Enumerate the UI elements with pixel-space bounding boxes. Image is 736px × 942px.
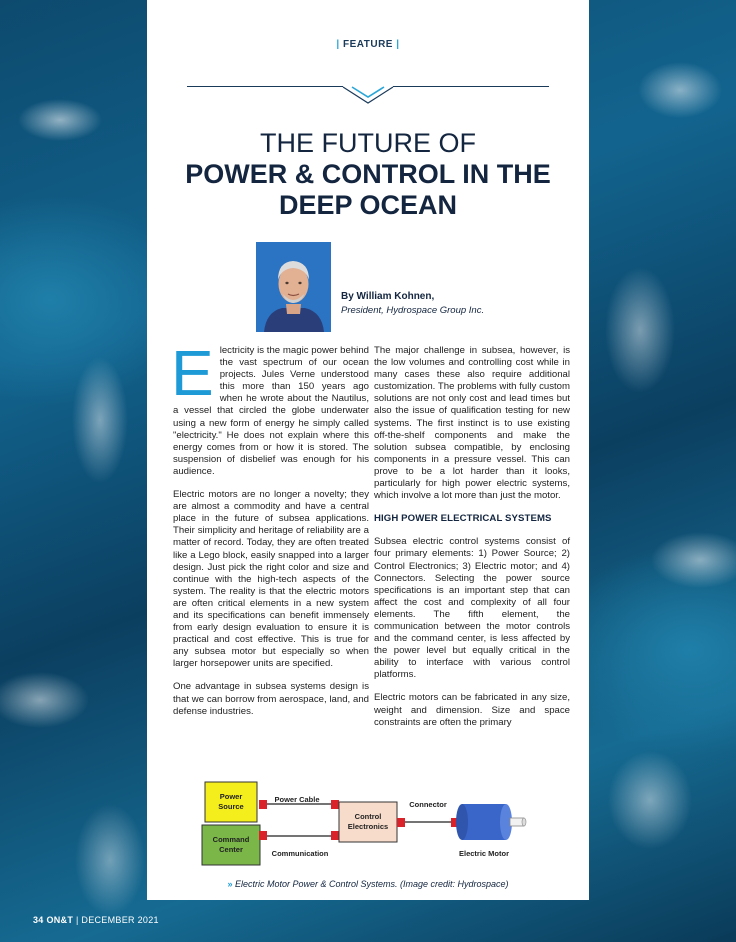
communication-label: Communication (271, 849, 329, 858)
divider-left (187, 86, 343, 87)
page-number: 34 (33, 915, 44, 925)
electric-motor-icon (456, 804, 526, 840)
caption-text: Electric Motor Power & Control Systems. (Image credit: Hydrospace) (234, 879, 509, 889)
issue-date: DECEMBER 2021 (81, 915, 159, 925)
paragraph (171, 337, 369, 478)
control-electronics-label-1: Control (354, 812, 382, 821)
section-tag (147, 39, 589, 50)
plug-icon (397, 818, 405, 827)
section-heading: HIGH POWER ELECTRICAL SYSTEMS (374, 513, 552, 525)
magazine-brand: ON&T (46, 915, 74, 925)
paragraph: The major challenge in subsea, however, is the low volumes and controlling cost while in many cases these also require additional customization. The problems with fully custom solutions are not only cost and lead times but also the issue of qualification testing for new systems. The first instinct is to use existing off-the-shelf components and make the solution subsea compatible, by enclosing components in a pressure vessel. This can prove to be a lot harder than it looks, particularly for high power electric systems, which involve a lot more than just the motor. (374, 345, 570, 502)
paragraph-text: lectricity is the magic power behind the vast spectrum of our ocean projects. Jules Verne understood this more than 150 years ago when he wrote about the Nautilus, a vessel that circled the globe underwater using a new form of energy he simply called "electricity." He does not explain where this energy comes from or how it is stored. The suspension of disbelief was enough for his audience. (173, 345, 369, 477)
body-column-2 (374, 345, 570, 765)
plug-icon (259, 831, 267, 840)
command-center-label-1: Command (212, 835, 250, 844)
power-source-label-1: Power (219, 792, 243, 801)
author-role: President, Hydrospace Group Inc. (341, 305, 485, 316)
page-footer (33, 915, 159, 925)
paragraph: Electric motors are no longer a novelty; they are almost a commodity and have a central place in the future of subsea applications. Their simplicity and heritage of reliability are a matter of record. Today, they are often treated like a Lego block, easily snapped into a larger design. Just pick the right color and size and continue with the high-tech aspects of the system. The reality is that the electric motors are often critical elements in a new system and its specifications can benefit immensely from early design evaluation to ensure it is practical and cost effective. This is true for any subsea motor but especially so when larger horsepower units are specified. (173, 489, 369, 670)
author-name: By William Kohnen, (341, 291, 435, 302)
author-byline (341, 291, 484, 316)
plug-icon (331, 800, 339, 809)
section-label: FEATURE (343, 39, 393, 50)
figure-caption (0, 879, 736, 889)
paragraph: One advantage in subsea systems design is that we can borrow from aerospace, land, and defense industries. (173, 681, 369, 717)
body-column-1 (171, 337, 369, 765)
power-cable-label: Power Cable (274, 795, 320, 804)
connector-label: Connector (409, 800, 447, 809)
plug-icon (259, 800, 267, 809)
dropcap: E (171, 337, 214, 409)
power-source-label-2: Source (218, 802, 244, 811)
paragraph: Subsea electric control systems consist of four primary elements: 1) Power Source; 2) Control Electronics; 3) Electric motor; and 4) Connectors. Selecting the power source specifications is an important step that can affect the cost and complexity of all four elements. The fifth element, the communication between the motor controls and the command center, is less affected by the power level but equally critical in the ability to interface with various control platforms. (374, 536, 570, 681)
electric-motor-label: Electric Motor (458, 849, 510, 858)
control-electronics-label-2: Electronics (347, 822, 389, 831)
author-portrait-icon (256, 242, 331, 332)
author-photo (256, 242, 331, 332)
title-line-2: POWER & CONTROL IN THE (185, 159, 551, 189)
footer-separator: | (75, 915, 79, 925)
article-title (157, 128, 579, 221)
plug-icon (331, 831, 339, 840)
paragraph: Electric motors can be fabricated in any size, weight and dimension. Size and space constraints are often the primary (374, 692, 570, 728)
command-center-label-2: Center (219, 845, 243, 854)
title-line-1: THE FUTURE OF (260, 128, 476, 158)
divider-right (393, 86, 549, 87)
caption-arrow-icon: » (227, 879, 233, 889)
system-diagram (198, 776, 548, 866)
section-bar-right: | (396, 39, 400, 50)
section-bar-left: | (336, 39, 340, 50)
chevron-down-icon (342, 84, 394, 106)
title-line-3: DEEP OCEAN (278, 190, 458, 220)
